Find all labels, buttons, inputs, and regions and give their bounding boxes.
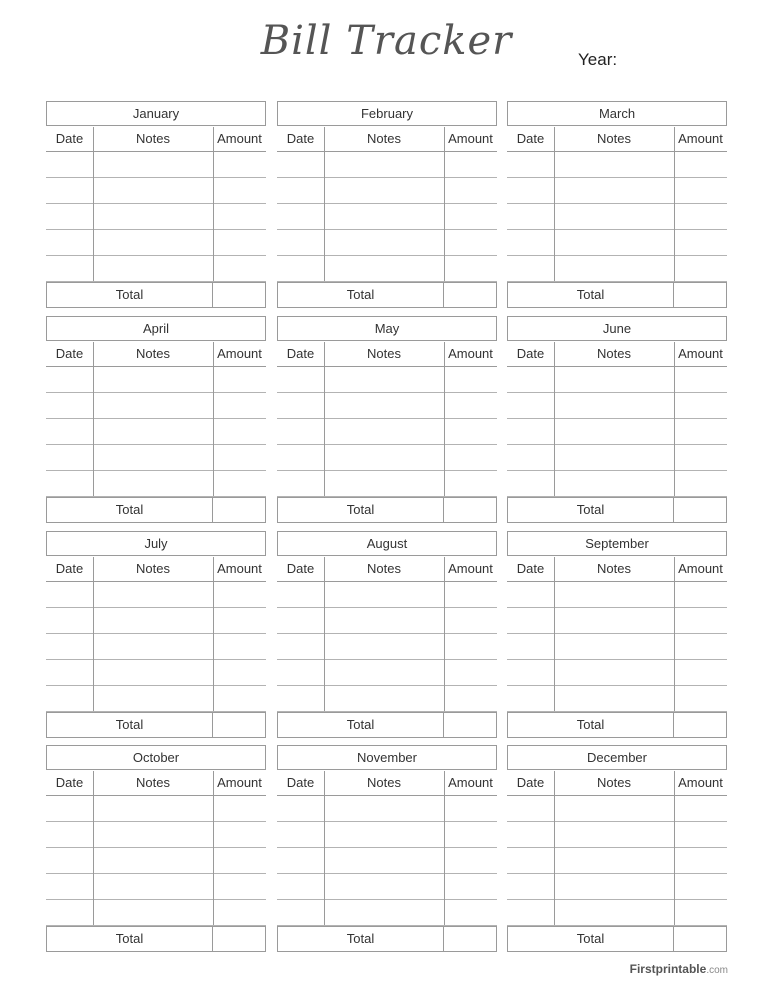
column-header-notes: Notes: [367, 131, 401, 146]
month-title: August: [277, 531, 497, 556]
column-divider: [324, 342, 325, 496]
entry-row[interactable]: [46, 900, 266, 926]
column-header-amount: Amount: [678, 561, 723, 576]
total-label: Total: [508, 927, 674, 951]
entry-row[interactable]: [507, 230, 727, 256]
entry-row[interactable]: [46, 204, 266, 230]
entry-row[interactable]: [277, 608, 497, 634]
entry-row[interactable]: [46, 582, 266, 608]
column-header-amount: Amount: [448, 775, 493, 790]
column-divider: [674, 127, 675, 281]
column-header-amount: Amount: [678, 775, 723, 790]
entry-grid: [46, 151, 266, 281]
entry-row[interactable]: [507, 686, 727, 712]
total-label: Total: [278, 498, 444, 522]
total-row: [507, 282, 727, 308]
entry-row[interactable]: [277, 393, 497, 419]
month-title: March: [507, 101, 727, 126]
column-divider: [444, 342, 445, 496]
column-header-notes: Notes: [597, 131, 631, 146]
column-divider: [554, 557, 555, 711]
column-header-amount: Amount: [448, 561, 493, 576]
entry-row[interactable]: [46, 178, 266, 204]
total-label: Total: [47, 283, 213, 307]
column-header-notes: Notes: [367, 775, 401, 790]
entry-row[interactable]: [507, 256, 727, 282]
entry-row[interactable]: [46, 686, 266, 712]
column-divider: [324, 557, 325, 711]
entry-row[interactable]: [46, 471, 266, 497]
column-divider: [213, 342, 214, 496]
column-divider: [213, 127, 214, 281]
entry-row[interactable]: [507, 367, 727, 393]
entry-row[interactable]: [507, 393, 727, 419]
entry-row[interactable]: [277, 152, 497, 178]
entry-row[interactable]: [277, 445, 497, 471]
entry-row[interactable]: [507, 796, 727, 822]
column-divider: [444, 127, 445, 281]
total-amount-cell[interactable]: [214, 283, 265, 307]
entry-row[interactable]: [277, 822, 497, 848]
column-header-amount: Amount: [217, 346, 262, 361]
column-divider: [324, 127, 325, 281]
entry-row[interactable]: [507, 874, 727, 900]
month-block-march: [507, 101, 727, 308]
total-label: Total: [278, 283, 444, 307]
total-row: [46, 712, 266, 738]
entry-row[interactable]: [277, 256, 497, 282]
entry-grid: [277, 366, 497, 496]
column-header-date: Date: [286, 346, 315, 361]
total-label: Total: [47, 498, 213, 522]
total-label: Total: [508, 283, 674, 307]
entry-row[interactable]: [507, 900, 727, 926]
entry-row[interactable]: [277, 230, 497, 256]
month-title: April: [46, 316, 266, 341]
total-label: Total: [508, 498, 674, 522]
month-title: October: [46, 745, 266, 770]
entry-row[interactable]: [277, 204, 497, 230]
entry-row[interactable]: [277, 660, 497, 686]
column-divider: [213, 557, 214, 711]
month-block-june: [507, 316, 727, 523]
total-row: [277, 497, 497, 523]
entry-row[interactable]: [46, 152, 266, 178]
column-divider: [93, 342, 94, 496]
entry-row[interactable]: [277, 848, 497, 874]
entry-row[interactable]: [46, 256, 266, 282]
column-divider: [213, 771, 214, 925]
entry-grid: [277, 151, 497, 281]
total-amount-cell[interactable]: [445, 283, 496, 307]
month-title: September: [507, 531, 727, 556]
entry-row[interactable]: [507, 608, 727, 634]
entry-grid: [46, 581, 266, 711]
column-header-notes: Notes: [597, 561, 631, 576]
entry-grid: [277, 581, 497, 711]
entry-row[interactable]: [46, 608, 266, 634]
column-header-amount: Amount: [217, 131, 262, 146]
year-label: Year:: [578, 50, 618, 69]
total-row: [277, 282, 497, 308]
total-label: Total: [278, 713, 444, 737]
month-block-april: [46, 316, 266, 523]
entry-row[interactable]: [277, 367, 497, 393]
column-header-date: Date: [286, 561, 315, 576]
column-divider: [674, 771, 675, 925]
column-divider: [444, 771, 445, 925]
column-header-amount: Amount: [448, 131, 493, 146]
total-amount-cell[interactable]: [445, 713, 496, 737]
column-header-notes: Notes: [597, 346, 631, 361]
entry-grid: [277, 795, 497, 925]
total-row: [507, 926, 727, 952]
entry-row[interactable]: [507, 445, 727, 471]
month-title: February: [277, 101, 497, 126]
total-row: [46, 282, 266, 308]
month-block-october: [46, 745, 266, 952]
column-divider: [554, 127, 555, 281]
entry-row[interactable]: [507, 471, 727, 497]
column-header-notes: Notes: [367, 561, 401, 576]
entry-row[interactable]: [46, 848, 266, 874]
column-header-amount: Amount: [678, 131, 723, 146]
entry-row[interactable]: [46, 822, 266, 848]
total-amount-cell[interactable]: [675, 713, 726, 737]
month-title: January: [46, 101, 266, 126]
column-divider: [674, 557, 675, 711]
total-row: [277, 926, 497, 952]
month-title: May: [277, 316, 497, 341]
month-block-july: [46, 531, 266, 738]
month-block-november: [277, 745, 497, 952]
total-label: Total: [47, 713, 213, 737]
page-title: Bill Tracker: [260, 18, 513, 64]
entry-row[interactable]: [277, 874, 497, 900]
column-divider: [324, 771, 325, 925]
column-header-amount: Amount: [678, 346, 723, 361]
entry-row[interactable]: [46, 634, 266, 660]
total-row: [46, 926, 266, 952]
column-header-notes: Notes: [136, 775, 170, 790]
total-amount-cell[interactable]: [445, 498, 496, 522]
entry-grid: [507, 151, 727, 281]
entry-row[interactable]: [507, 419, 727, 445]
column-header-date: Date: [55, 561, 84, 576]
column-divider: [444, 557, 445, 711]
column-header-notes: Notes: [597, 775, 631, 790]
entry-row[interactable]: [507, 152, 727, 178]
column-divider: [93, 557, 94, 711]
entry-grid: [507, 795, 727, 925]
month-block-september: [507, 531, 727, 738]
column-header-date: Date: [55, 131, 84, 146]
total-amount-cell[interactable]: [214, 927, 265, 951]
month-block-december: [507, 745, 727, 952]
entry-row[interactable]: [277, 796, 497, 822]
entry-row[interactable]: [46, 367, 266, 393]
column-header-amount: Amount: [448, 346, 493, 361]
entry-row[interactable]: [277, 900, 497, 926]
entry-grid: [507, 366, 727, 496]
entry-row[interactable]: [46, 393, 266, 419]
month-title: June: [507, 316, 727, 341]
entry-row[interactable]: [507, 204, 727, 230]
column-header-date: Date: [516, 775, 545, 790]
column-header-amount: Amount: [217, 561, 262, 576]
total-label: Total: [278, 927, 444, 951]
month-block-february: [277, 101, 497, 308]
total-amount-cell[interactable]: [675, 498, 726, 522]
column-header-date: Date: [516, 131, 545, 146]
entry-row[interactable]: [507, 582, 727, 608]
entry-row[interactable]: [507, 178, 727, 204]
month-title: November: [277, 745, 497, 770]
entry-row[interactable]: [277, 686, 497, 712]
entry-row[interactable]: [46, 660, 266, 686]
total-row: [46, 497, 266, 523]
entry-row[interactable]: [46, 796, 266, 822]
column-header-notes: Notes: [136, 131, 170, 146]
entry-row[interactable]: [277, 634, 497, 660]
brand-suffix: .com: [706, 965, 728, 976]
entry-row[interactable]: [277, 178, 497, 204]
brand-watermark: [630, 962, 728, 976]
entry-row[interactable]: [507, 848, 727, 874]
total-amount-cell[interactable]: [214, 498, 265, 522]
total-row: [507, 497, 727, 523]
month-title: December: [507, 745, 727, 770]
column-header-date: Date: [286, 131, 315, 146]
entry-row[interactable]: [46, 230, 266, 256]
entry-row[interactable]: [277, 471, 497, 497]
entry-row[interactable]: [507, 822, 727, 848]
total-row: [277, 712, 497, 738]
column-header-date: Date: [516, 561, 545, 576]
total-amount-cell[interactable]: [675, 283, 726, 307]
month-block-may: [277, 316, 497, 523]
total-label: Total: [47, 927, 213, 951]
month-title: July: [46, 531, 266, 556]
entry-row[interactable]: [46, 874, 266, 900]
total-amount-cell[interactable]: [445, 927, 496, 951]
column-header-date: Date: [55, 775, 84, 790]
column-divider: [554, 771, 555, 925]
column-header-date: Date: [55, 346, 84, 361]
month-block-august: [277, 531, 497, 738]
column-header-notes: Notes: [367, 346, 401, 361]
entry-grid: [46, 366, 266, 496]
entry-grid: [46, 795, 266, 925]
column-divider: [93, 771, 94, 925]
month-block-january: [46, 101, 266, 308]
brand-name: Firstprintable: [629, 962, 707, 976]
total-amount-cell[interactable]: [675, 927, 726, 951]
column-header-date: Date: [286, 775, 315, 790]
column-header-notes: Notes: [136, 346, 170, 361]
total-label: Total: [508, 713, 674, 737]
column-header-notes: Notes: [136, 561, 170, 576]
entry-row[interactable]: [507, 660, 727, 686]
total-amount-cell[interactable]: [214, 713, 265, 737]
column-header-amount: Amount: [217, 775, 262, 790]
entry-row[interactable]: [46, 419, 266, 445]
column-header-date: Date: [516, 346, 545, 361]
entry-grid: [507, 581, 727, 711]
column-divider: [554, 342, 555, 496]
column-divider: [93, 127, 94, 281]
entry-row[interactable]: [507, 634, 727, 660]
total-row: [507, 712, 727, 738]
column-divider: [674, 342, 675, 496]
entry-row[interactable]: [277, 419, 497, 445]
entry-row[interactable]: [277, 582, 497, 608]
entry-row[interactable]: [46, 445, 266, 471]
